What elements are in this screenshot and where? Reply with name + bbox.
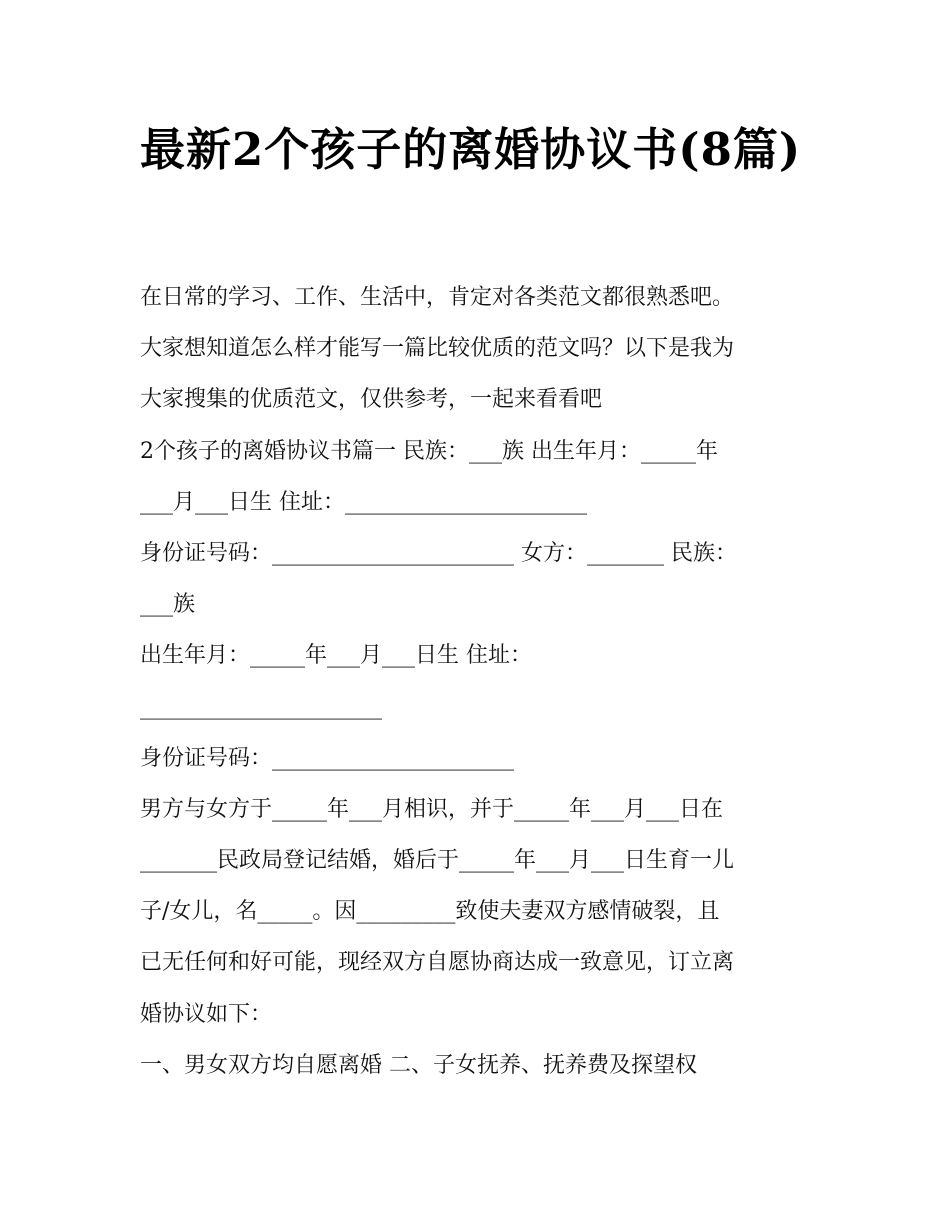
body-line: 男方与女方于_____年___月相识，并于_____年___月___日在: [140, 796, 724, 822]
body-line: 一、男女双方均自愿离婚 二、子女抚养、抚养费及探望权: [140, 1052, 697, 1078]
body-line: _______民政局登记结婚，婚后于_____年___月___日生育一儿: [140, 848, 735, 874]
document-title: 最新2个孩子的离婚协议书(8篇): [140, 123, 802, 176]
body-line: 已无任何和好可能，现经双方自愿协商达成一致意见，订立离: [140, 950, 735, 976]
body-line: 在日常的学习、工作、生活中，肯定对各类范文都很熟悉吧。: [140, 285, 735, 310]
body-line: ______________________: [140, 694, 382, 720]
body-line: 大家想知道怎么样才能写一篇比较优质的范文吗？以下是我为: [140, 336, 735, 362]
body-line: 身份证号码：______________________: [140, 745, 515, 771]
body-line: 子/女儿，名_____。因_________致使夫妻双方感情破裂，且: [140, 899, 720, 925]
section-heading-line: 2个孩子的离婚协议书篇一 民族：___族 出生年月：_____年: [140, 438, 718, 464]
body-line: 身份证号码：______________________ 女方：_______ 民族：: [140, 540, 737, 566]
document-body: [140, 272, 820, 1091]
body-line: ___族: [140, 592, 196, 618]
body-line: ___月___日生 住址：______________________: [140, 489, 587, 515]
body-line: 婚协议如下：: [140, 1001, 273, 1027]
body-line: 出生年月：_____年___月___日生 住址：: [140, 643, 532, 669]
body-line: 大家搜集的优质范文，仅供参考，一起来看看吧: [140, 387, 603, 413]
